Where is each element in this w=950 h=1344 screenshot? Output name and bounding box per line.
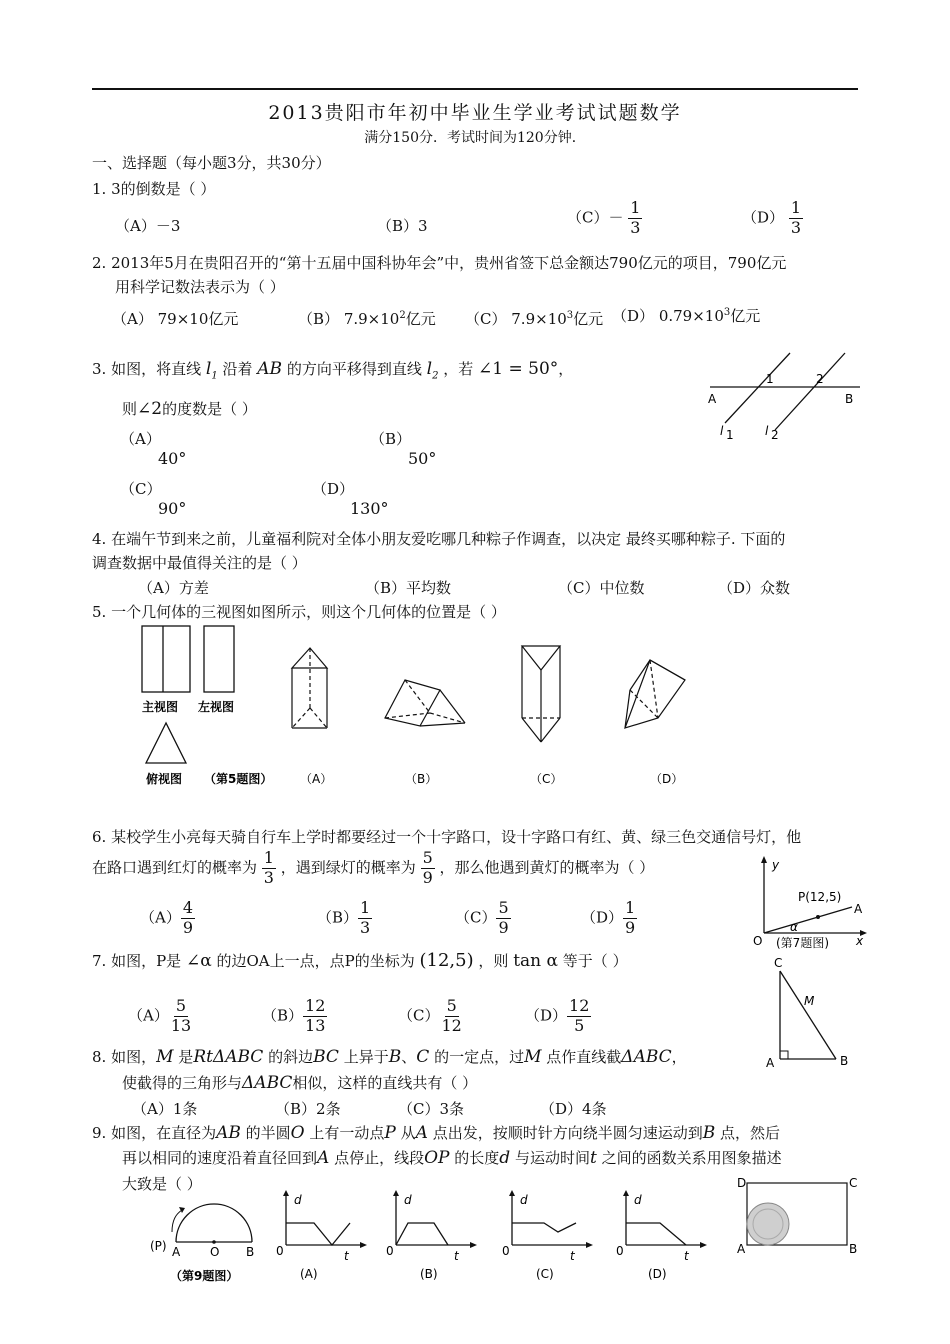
q7-option-b: （B） $\frac{12}{13}$ bbox=[262, 996, 326, 1035]
q8-figure bbox=[762, 955, 862, 1073]
q7-option-c: （C） $\frac{5}{12}$ bbox=[398, 996, 462, 1035]
q8-option-b: （B）2条 bbox=[275, 1100, 341, 1118]
q6-option-d: （D） $\frac{1}{9}$ bbox=[581, 898, 636, 937]
q7-stem: 7. 如图，P是 ∠α 的边OA上一点，点P的坐标为 (12,5) ，则 tan α 等于（ ） bbox=[92, 950, 628, 971]
q5-option-c: （C） bbox=[530, 772, 563, 786]
q6-option-b: （B） $\frac{1}{3}$ bbox=[317, 898, 371, 937]
q8-fig-a: A bbox=[766, 1056, 775, 1070]
page-subtitle: 满分150分．考试时间为120分钟． bbox=[364, 130, 586, 146]
q6-option-c: （C） $\frac{5}{9}$ bbox=[455, 898, 509, 937]
q1-option-d: （D） $\frac{1}{3}$ bbox=[742, 198, 801, 237]
q9-fig-o: O bbox=[210, 1245, 220, 1259]
q4-option-a: （A）方差 bbox=[138, 579, 209, 597]
q5-top-view-label: 俯视图 bbox=[146, 772, 183, 786]
q9-fig-b: B bbox=[246, 1245, 255, 1259]
q10-fig-a: A bbox=[737, 1242, 746, 1256]
graph-b-d: d bbox=[404, 1193, 412, 1207]
q9-fig-caption: （第9题图） bbox=[170, 1269, 239, 1283]
q9-option-d: (D) bbox=[648, 1267, 667, 1281]
q2-option-c: （C） $7.9\times 10^3$亿元 bbox=[465, 310, 604, 328]
q7-option-a: （A） $\frac{5}{13}$ bbox=[128, 996, 192, 1035]
q5-option-d: （D） bbox=[650, 772, 684, 786]
q6-stem-line2: 在路口遇到红灯的概率为 $\frac{1}{3}$ ，遇到绿灯的概率为 $\frac{5}{9}$ ，那么他遇到黄灯的概率为（ ） bbox=[92, 848, 655, 887]
q8-option-d: （D）4条 bbox=[540, 1100, 607, 1118]
q3-fig-angle2: 2 bbox=[816, 372, 824, 386]
q4-option-c: （C）中位数 bbox=[558, 579, 645, 597]
q5-caption: （第5题图） bbox=[204, 772, 273, 786]
q5-left-view-label: 左视图 bbox=[198, 700, 235, 714]
q7-fig-x: x bbox=[856, 934, 864, 948]
graph-d-t: t bbox=[684, 1249, 689, 1263]
graph-a-origin: 0 bbox=[276, 1244, 284, 1258]
q4-option-d: （D）众数 bbox=[718, 579, 791, 597]
graph-d-d: d bbox=[634, 1193, 642, 1207]
q1-stem: 1. 3的倒数是（ ） bbox=[92, 180, 216, 198]
q2-stem-line1: 2. 2013年5月在贵阳召开的“第十五届中国科协年会”中，贵州省签下总金额达790亿元的项目，790亿元 bbox=[92, 254, 787, 272]
q9-fig-p: (P) bbox=[150, 1239, 167, 1253]
q3-option-b: （B） 50° bbox=[370, 430, 437, 468]
q3-stem-line2: 则∠2的度数是（ ） bbox=[122, 399, 257, 419]
q3-fig-label-b: B bbox=[845, 392, 854, 406]
q8-fig-c: C bbox=[774, 956, 783, 970]
q3-fig-l2-sub: 2 bbox=[771, 428, 779, 442]
q9-graph-a bbox=[272, 1190, 367, 1290]
q9-graph-c bbox=[498, 1190, 593, 1290]
q7-fig-caption: (第7题图) bbox=[776, 936, 829, 950]
q7-fig-y: y bbox=[772, 858, 780, 872]
q8-option-c: （C）3条 bbox=[398, 1100, 465, 1118]
q7-fig-a: A bbox=[854, 902, 863, 916]
q9-stem-line1: 9. 如图，在直径为AB 的半圆O 上有一动点P 从A 点出发，按顺时针方向绕半圆匀速运动到B 点，然后 bbox=[92, 1123, 781, 1143]
q2-stem-line2: 用科学记数法表示为（ ） bbox=[115, 278, 285, 296]
graph-c-d: d bbox=[520, 1193, 528, 1207]
q3-fig-l2: l bbox=[765, 424, 769, 438]
q10-figure bbox=[735, 1175, 860, 1260]
q5-stem: 5. 一个几何体的三视图如图所示，则这个几何体的位置是（ ） bbox=[92, 603, 506, 621]
q7-fig-origin: O bbox=[753, 934, 763, 948]
q2-option-d: （D） $0.79\times 10^3$亿元 bbox=[612, 307, 761, 325]
q1-option-a: （A）－3 bbox=[115, 217, 181, 235]
q9-graph-d bbox=[612, 1190, 707, 1290]
q10-fig-b: B bbox=[849, 1242, 858, 1256]
header-rule bbox=[92, 88, 858, 90]
graph-d-origin: 0 bbox=[616, 1244, 624, 1258]
q4-stem-line2: 调查数据中最值得关注的是（ ） bbox=[92, 554, 307, 572]
q1-option-b: （B）3 bbox=[377, 217, 428, 235]
q9-option-c: (C) bbox=[536, 1267, 554, 1281]
q3-fig-label-a: A bbox=[708, 392, 717, 406]
q3-option-c: （C） 90° bbox=[120, 480, 187, 518]
q9-stem-line3: 大致是（ ） bbox=[122, 1175, 202, 1193]
q7-option-d: （D） $\frac{12}{5}$ bbox=[525, 996, 590, 1035]
q6-option-a: （A） $\frac{4}{9}$ bbox=[140, 898, 194, 937]
q7-fig-point-p: P(12,5) bbox=[798, 890, 842, 904]
q8-stem-line1: 8. 如图，M 是RtΔABC 的斜边BC 上异于B、C 的一定点，过M 点作直线截ΔABC， bbox=[92, 1047, 687, 1067]
q10-fig-d: D bbox=[737, 1176, 747, 1190]
graph-c-origin: 0 bbox=[502, 1244, 510, 1258]
graph-b-t: t bbox=[454, 1249, 459, 1263]
q5-option-b: （B） bbox=[405, 772, 438, 786]
q8-fig-m: M bbox=[804, 994, 815, 1008]
page-title: 2013贵阳市年初中毕业生学业考试试题数学 bbox=[268, 102, 682, 124]
q3-stem-line1: 3. 如图，将直线 $l_1$ 沿着 AB 的方向平移得到直线 $l_2$ ，若 ∠1 = 50°， bbox=[92, 359, 574, 382]
q4-option-b: （B）平均数 bbox=[365, 579, 452, 597]
graph-c-t: t bbox=[570, 1249, 575, 1263]
q2-option-a: （A） 79×10亿元 bbox=[112, 310, 239, 328]
q4-stem-line1: 4. 在端午节到来之前，儿童福利院对全体小朋友爱吃哪几种粽子作调查，以决定 最终买哪种粽子. 下面的 bbox=[92, 530, 786, 548]
q6-stem-line1: 6. 某校学生小亮每天骑自行车上学时都要经过一个十字路口，设十字路口有红、黄、绿三色交通信号灯，他 bbox=[92, 828, 802, 846]
q3-fig-angle1: 1 bbox=[766, 372, 774, 386]
q3-fig-l1: l bbox=[720, 424, 724, 438]
q8-option-a: （A）1条 bbox=[132, 1100, 198, 1118]
q9-option-b: (B) bbox=[420, 1267, 438, 1281]
q8-fig-b: B bbox=[840, 1054, 849, 1068]
q5-figure bbox=[130, 618, 690, 788]
q1-option-c: （C）－ $\frac{1}{3}$ bbox=[567, 198, 641, 237]
q3-option-a: （A） 40° bbox=[120, 430, 187, 468]
q8-stem-line2: 使截得的三角形与ΔABC相似，这样的直线共有（ ） bbox=[122, 1073, 478, 1093]
q9-option-a: (A) bbox=[300, 1267, 318, 1281]
q10-fig-c: C bbox=[849, 1176, 858, 1190]
q3-figure bbox=[700, 345, 870, 445]
graph-b-origin: 0 bbox=[386, 1244, 394, 1258]
q9-fig-a: A bbox=[172, 1245, 181, 1259]
q9-semicircle-figure bbox=[148, 1190, 266, 1285]
q7-figure bbox=[752, 855, 870, 950]
q2-option-b: （B） $7.9\times 10^2$亿元 bbox=[298, 310, 436, 328]
q7-fig-alpha: α bbox=[790, 920, 798, 934]
q9-graph-b bbox=[382, 1190, 477, 1290]
graph-a-t: t bbox=[344, 1249, 349, 1263]
graph-a-d: d bbox=[294, 1193, 302, 1207]
q3-fig-l1-sub: 1 bbox=[726, 428, 734, 442]
q5-option-a: （A） bbox=[300, 772, 333, 786]
q3-option-d: （D） 130° bbox=[312, 480, 389, 518]
q9-stem-line2: 再以相同的速度沿着直径回到A 点停止，线段OP 的长度d 与运动时间t 之间的函数关系用图象描述 bbox=[122, 1148, 782, 1168]
q5-front-view-label: 主视图 bbox=[142, 700, 179, 714]
section-heading: 一、选择题（每小题3分，共30分） bbox=[92, 154, 331, 172]
